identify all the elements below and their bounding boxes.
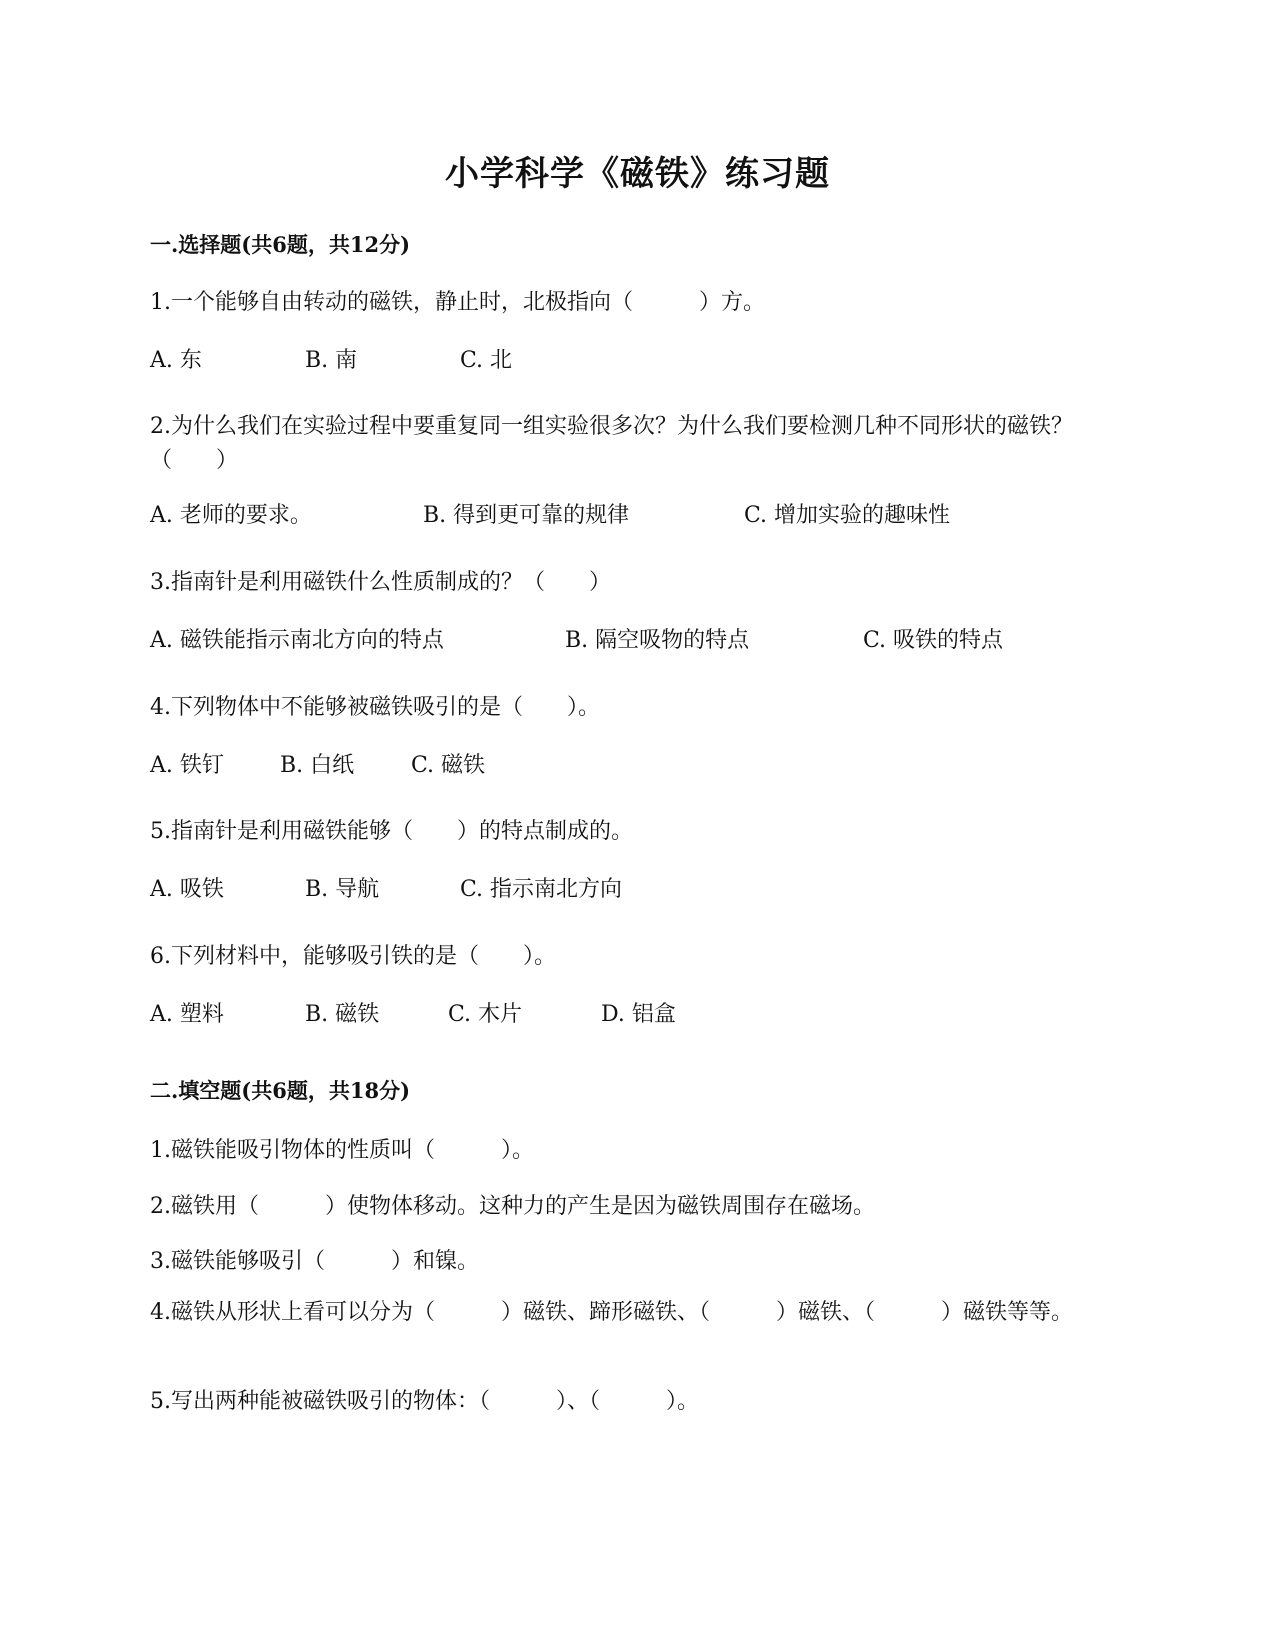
question-text: 4.磁铁从形状上看可以分为（ ）磁铁、蹄形磁铁、（ ）磁铁、（ ）磁铁等等。 (150, 1300, 1073, 1325)
question-text: 5.写出两种能被磁铁吸引的物体：（ ）、（ ）。 (150, 1389, 699, 1414)
option: C. 增加实验的趣味性 (744, 503, 951, 528)
option: B. 白纸 (280, 753, 355, 778)
question-text: 4.下列物体中不能够被磁铁吸引的是（ ）。 (150, 695, 600, 720)
option: A. 吸铁 (150, 877, 224, 902)
option: B. 导航 (305, 877, 380, 902)
page-title: 小学科学《磁铁》练习题 (445, 154, 830, 194)
section-header-choice: 一.选择题(共6题，共12分) (150, 232, 411, 257)
option: A. 磁铁能指示南北方向的特点 (150, 628, 444, 653)
option: A. 东 (150, 348, 202, 373)
option: B. 南 (305, 348, 358, 373)
option: B. 隔空吸物的特点 (565, 628, 750, 653)
option: C. 木片 (448, 1002, 523, 1027)
option: B. 磁铁 (305, 1002, 380, 1027)
option: A. 铁钉 (150, 753, 224, 778)
question-text: 1.磁铁能吸引物体的性质叫（ ）。 (150, 1138, 534, 1163)
question-text: 6.下列材料中，能够吸引铁的是（ ）。 (150, 944, 556, 969)
section-header-fill: 二.填空题(共6题，共18分) (150, 1078, 411, 1103)
option: C. 北 (460, 348, 513, 373)
option: A. 老师的要求。 (150, 503, 312, 528)
option: D. 铝盒 (601, 1002, 676, 1027)
question-text: 3.磁铁能够吸引（ ）和镍。 (150, 1249, 479, 1274)
question-text: 2.磁铁用（ ）使物体移动。这种力的产生是因为磁铁周围存在磁场。 (150, 1194, 875, 1219)
option: B. 得到更可靠的规律 (423, 503, 630, 528)
option: C. 吸铁的特点 (863, 628, 1004, 653)
question-text: 2.为什么我们在实验过程中要重复同一组实验很多次？为什么我们要检测几种不同形状的磁铁？（ ） (150, 414, 1073, 473)
question-text: 5.指南针是利用磁铁能够（ ）的特点制成的。 (150, 819, 633, 844)
option: C. 磁铁 (411, 753, 486, 778)
option: A. 塑料 (150, 1002, 224, 1027)
question-text: 3.指南针是利用磁铁什么性质制成的？（ ） (150, 570, 611, 595)
question-text: 1.一个能够自由转动的磁铁，静止时，北极指向（ ）方。 (150, 290, 765, 315)
option: C. 指示南北方向 (460, 877, 623, 902)
